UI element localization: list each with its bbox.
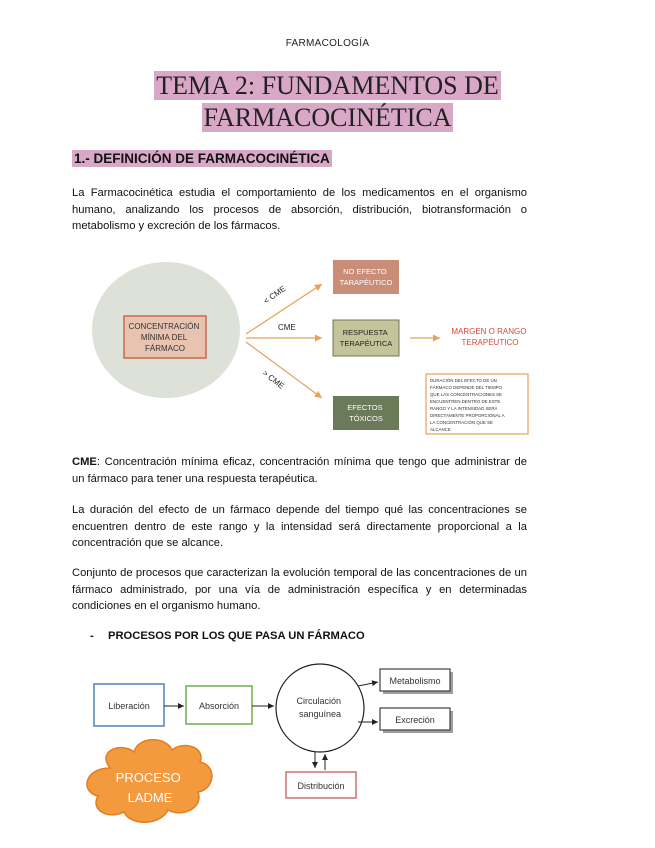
label-cme: CME xyxy=(278,323,296,332)
toxic-line-2: TÓXICOS xyxy=(349,414,383,423)
cloud-line-2: LADME xyxy=(127,790,173,805)
note-line-5: RANGO Y LA INTENSIDAD SERÁ xyxy=(430,406,498,411)
note-box xyxy=(426,374,528,434)
excrecion-label: Excreción xyxy=(395,715,435,725)
title-line-1: TEMA 2: FUNDAMENTOS DE xyxy=(156,71,499,100)
circulacion-line-1: Circulación xyxy=(296,696,342,706)
distribucion-label: Distribución xyxy=(297,781,345,791)
note-line-1: DURACIÓN DEL EFECTO DE UN xyxy=(430,378,497,383)
metabolismo-label: Metabolismo xyxy=(389,676,441,686)
section-heading: 1.- DEFINICIÓN DE FARMACOCINÉTICA xyxy=(74,151,330,166)
margin-line-2: TERAPÉUTICO xyxy=(461,338,519,347)
liberacion-label: Liberación xyxy=(108,701,150,711)
cme-diagram xyxy=(0,248,655,438)
note-line-3: QUE LAS CONCENTRACIONES SE xyxy=(430,392,502,397)
cme-paragraph xyxy=(72,454,527,487)
label-less-cme: < CME xyxy=(261,284,288,306)
arrow-high xyxy=(246,342,322,398)
process-paragraph: Conjunto de procesos que caracterizan la evolución temporal de las concentraciones de un fármaco administrado, por una vía de administración específica y en determinadas condiciones en el organismo humano. xyxy=(72,567,527,612)
note-line-2: FÁRMACO DEPENDE DEL TIEMPO xyxy=(430,385,502,390)
circle-label-3: FÁRMACO xyxy=(145,344,185,353)
circle-label-2: MÍNIMA DEL xyxy=(140,333,187,342)
note-line-8: ALCANCE xyxy=(430,427,451,432)
response-line-1: RESPUESTA xyxy=(342,328,388,337)
note-line-4: ENCUENTREN DENTRO DE ESTE xyxy=(430,399,501,404)
absorcion-label: Absorción xyxy=(198,701,240,711)
ladme-diagram xyxy=(0,650,655,848)
title-line-2: FARMACOCINÉTICA xyxy=(203,103,452,132)
circulacion-line-2: sanguínea xyxy=(298,709,342,719)
cme-term: CME xyxy=(72,456,97,468)
arrow-circ-meta xyxy=(358,682,378,686)
bullet-text: PROCESOS POR LOS QUE PASA UN FÁRMACO xyxy=(108,630,365,642)
margin-line-1: MARGEN O RANGO xyxy=(451,327,527,336)
label-more-cme: > CME xyxy=(260,368,286,391)
note-line-7: LA CONCENTRACIÓN QUE SE xyxy=(430,420,493,425)
duration-paragraph: La duración del efecto de un fármaco depende del tiempo qué las concentraciones se encuentren dentro de este rango y la intensidad será directamente proporcional a la concentración que se alcance. xyxy=(72,504,527,549)
circulacion-circle xyxy=(276,664,364,752)
cme-text: : Concentración mínima eficaz, concentración mínima que tengo que administrar de un fármaco para tener una respuesta terapéutica. xyxy=(72,456,527,485)
response-box xyxy=(333,320,399,356)
circle-label-1: CONCENTRACIÓN xyxy=(128,322,200,331)
page-header: FARMACOLOGÍA xyxy=(285,38,370,49)
intro-paragraph: La Farmacocinética estudia el comportamiento de los medicamentos en el organismo humano, analizando los procesos de absorción, distribución, biotransformación o metabolismo y excreción de los fármacos. xyxy=(72,187,527,232)
bullet-heading xyxy=(90,630,365,642)
no-effect-box xyxy=(333,260,399,294)
page-title xyxy=(0,70,655,134)
no-effect-line-1: NO EFECTO xyxy=(343,267,387,276)
cloud-line-1: PROCESO xyxy=(115,770,181,785)
svg-text:MARGEN O RANGO TERAPÉUTICO xyxy=(451,327,528,347)
note-line-6: DIRECTAMENTE PROPORCIONAL A xyxy=(430,413,505,418)
response-line-2: TERAPÉUTICA xyxy=(339,339,393,348)
toxic-line-1: EFECTOS xyxy=(347,403,383,412)
bullet-dash: - xyxy=(90,630,94,642)
no-effect-line-2: TARAPÉUTICO xyxy=(339,278,393,287)
toxic-box xyxy=(333,396,399,430)
